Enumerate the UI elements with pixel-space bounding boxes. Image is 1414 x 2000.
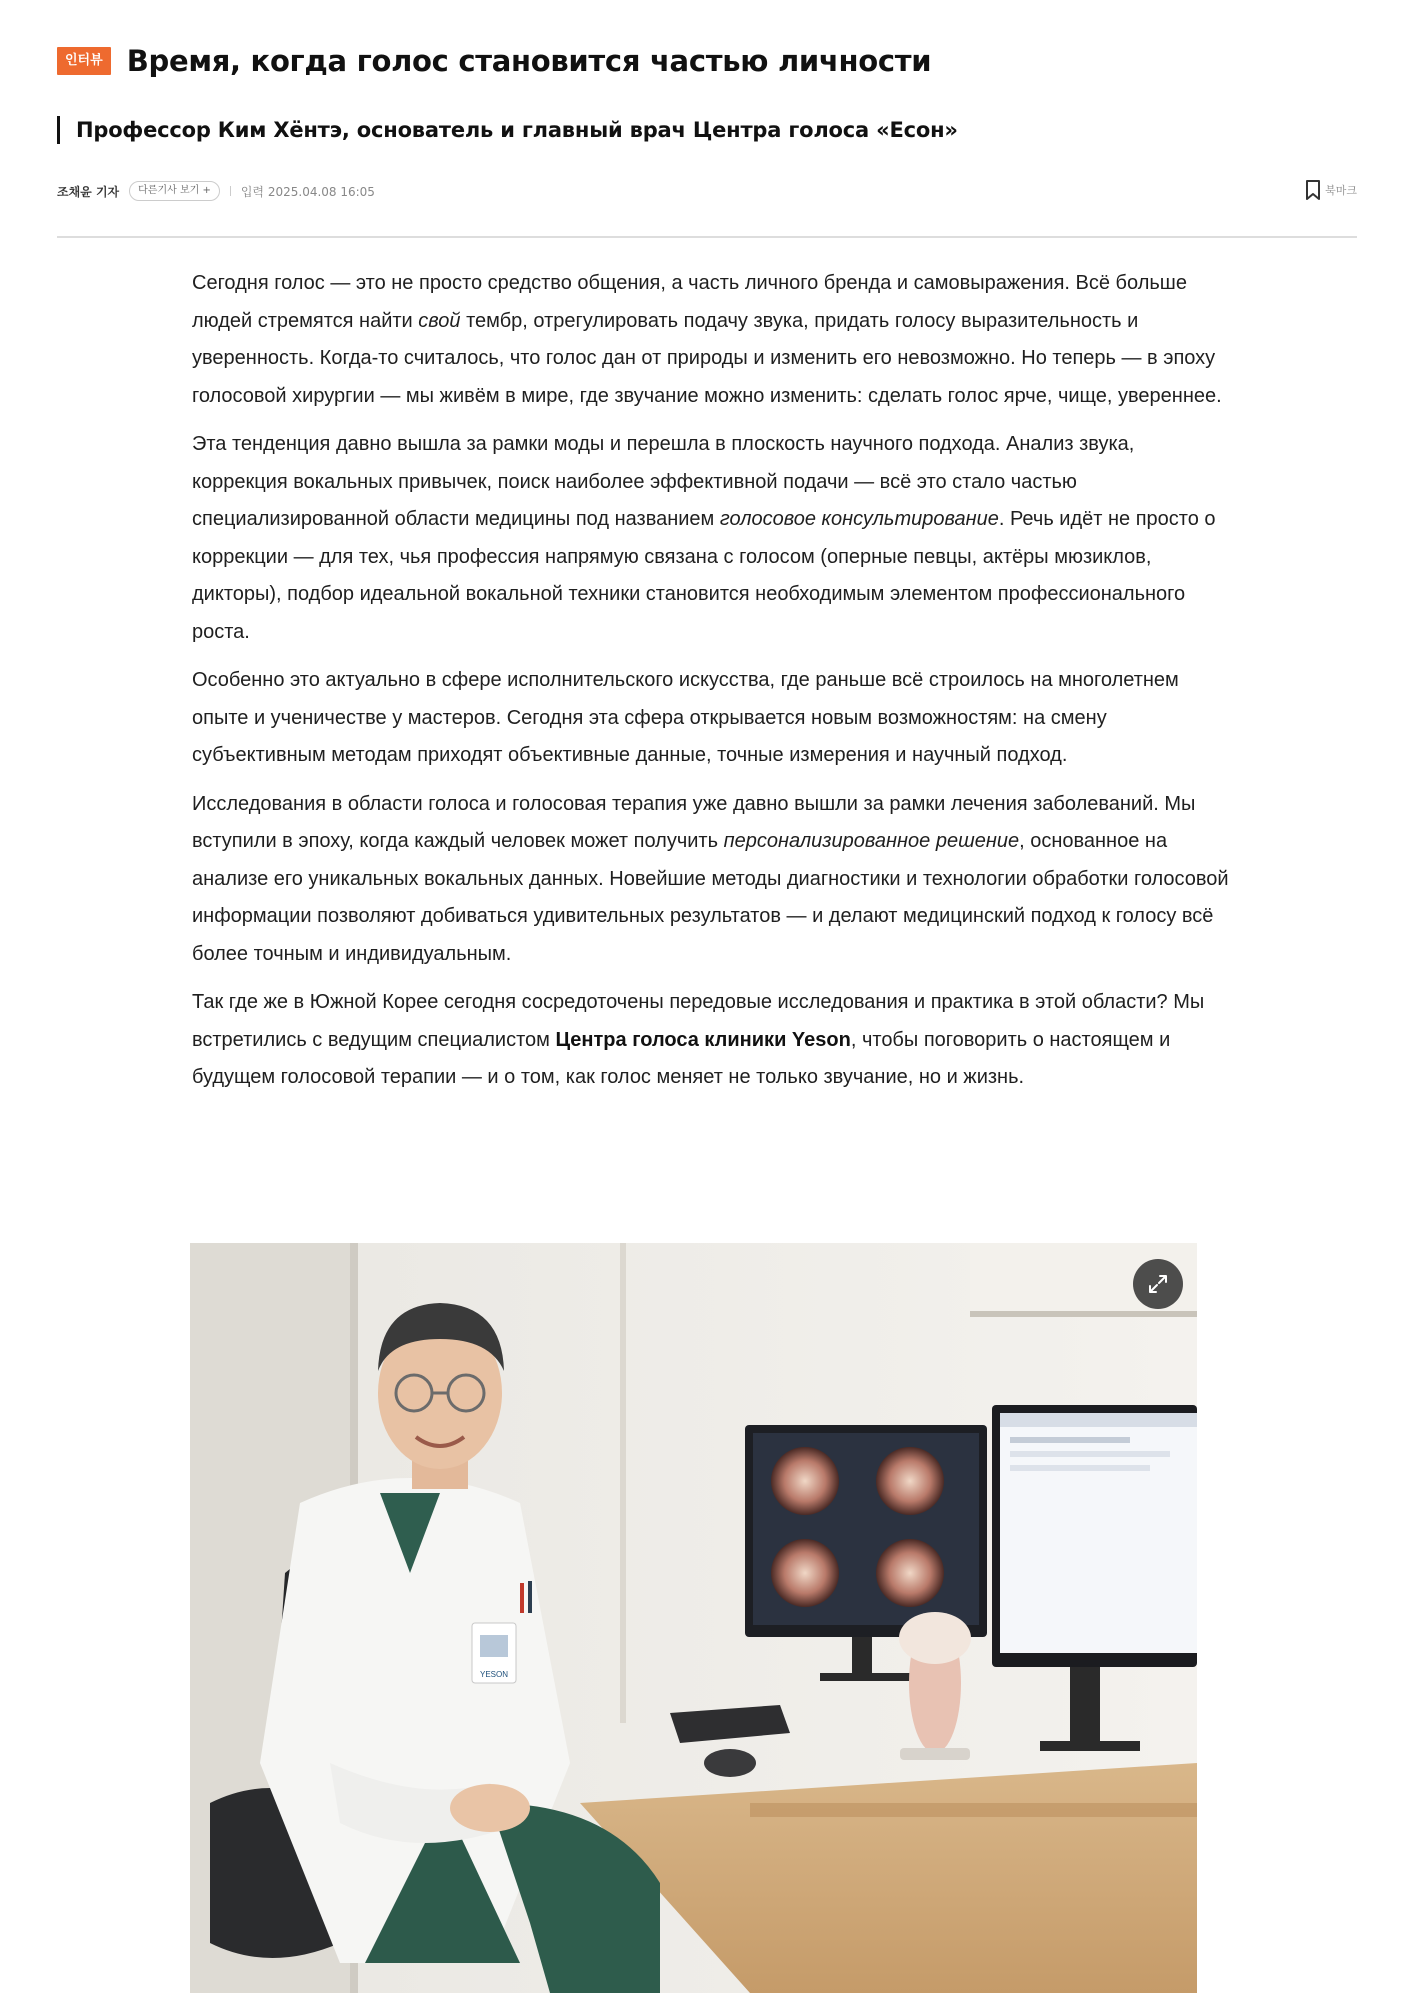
photo-illustration (190, 1243, 1197, 1993)
p5-text-b: , чтобы поговорить о настоящем и будущем голосовой терапии — и о том, как голос меняет не только звучание, но и жизнь. (192, 1028, 1171, 1088)
bookmark-icon (1305, 180, 1321, 200)
publish-date: 입력 2025.04.08 16:05 (240, 184, 375, 199)
title-row (57, 40, 1357, 82)
article-body (192, 265, 1232, 1108)
p5-bold: Центра голоса клиники Yeson (555, 1028, 851, 1051)
bookmark-label: 북마크 (1325, 184, 1357, 197)
p4-text-b: , основанное на анализе его уникальных вокальных данных. Новейшие методы диагностики и технологии обработки голосовой информации позволяют добиваться удивительных результатов — и делают медицинский подход к голосу всё более точным и индивидуальным. (192, 830, 1229, 965)
header-divider (57, 236, 1357, 238)
meta-separator (230, 186, 231, 196)
paragraph-1 (192, 265, 1232, 415)
meta-row (57, 176, 1357, 206)
category-badge[interactable]: 인터뷰 (57, 47, 111, 75)
p1-text-a: Сегодня голос — это не просто средство общения, а часть личного бренда и самовыражения. Всё больше людей стремятся найти (192, 272, 1187, 332)
subtitle-row (57, 114, 958, 146)
p4-text-a: Исследования в области голоса и голосовая терапия уже давно вышли за рамки лечения заболеваний. Мы вступили в эпоху, когда каждый человек может получить (192, 792, 1196, 852)
expand-photo-button[interactable] (1133, 1259, 1183, 1309)
article-title: Время, когда голос становится частью личности (126, 44, 932, 78)
expand-icon (1146, 1272, 1170, 1296)
paragraph-2 (192, 426, 1232, 651)
paragraph-3: Особенно это актуально в сфере исполнительского искусства, где раньше всё строилось на многолетнем опыте и ученичестве у мастеров. Сегодня эта сфера открывается новым возможностям: на смену субъективным методам приходят объективные данные, точные измерения и научный подход. (192, 669, 1179, 766)
badge-text: YESON (479, 1670, 509, 1679)
article-photo[interactable] (190, 1243, 1197, 1993)
author-name[interactable]: 조채윤 기자 (57, 184, 120, 199)
more-articles-button[interactable]: 다른기사 보기 + (129, 181, 220, 201)
p2-text-b: . Речь идёт не просто о коррекции — для тех, чья профессия напрямую связана с голосом (оперные певцы, актёры мюзиклов, дикторы), подбор идеальной вокальной техники становится необходимым элементом профессионального роста. (192, 508, 1216, 643)
p2-text-a: Эта тенденция давно вышла за рамки моды и перешла в плоскость научного подхода. Анализ звука, коррекция вокальных привычек, поиск наиболее эффективной подачи — всё это стало частью специализированной области медицины под названием (192, 433, 1135, 530)
p1-emphasis: свой (418, 309, 461, 332)
p4-emphasis: персонализированное решение (723, 830, 1020, 852)
p2-emphasis: голосовое консультирование (719, 508, 999, 530)
p1-text-b: тембр, отрегулировать подачу звука, придать голосу выразительность и уверенность. Когда-то считалось, что голос дан от природы и изменить его невозможно. Но теперь — в эпоху голосовой хирургии — мы живём в мире, где звучание можно изменить: сделать голос ярче, чище, увереннее. (192, 309, 1222, 407)
p5-text-a: Так где же в Южной Корее сегодня сосредоточены передовые исследования и практика в этой области? Мы встретились с ведущим специалистом (192, 991, 1205, 1051)
subtitle-bar (57, 116, 60, 144)
bookmark-button[interactable] (1305, 180, 1357, 200)
article-subtitle: Профессор Ким Хёнтэ, основатель и главный врач Центра голоса «Есон» (76, 118, 958, 142)
paragraph-4 (192, 786, 1232, 974)
article-header (57, 40, 1357, 199)
paragraph-5 (192, 984, 1232, 1097)
